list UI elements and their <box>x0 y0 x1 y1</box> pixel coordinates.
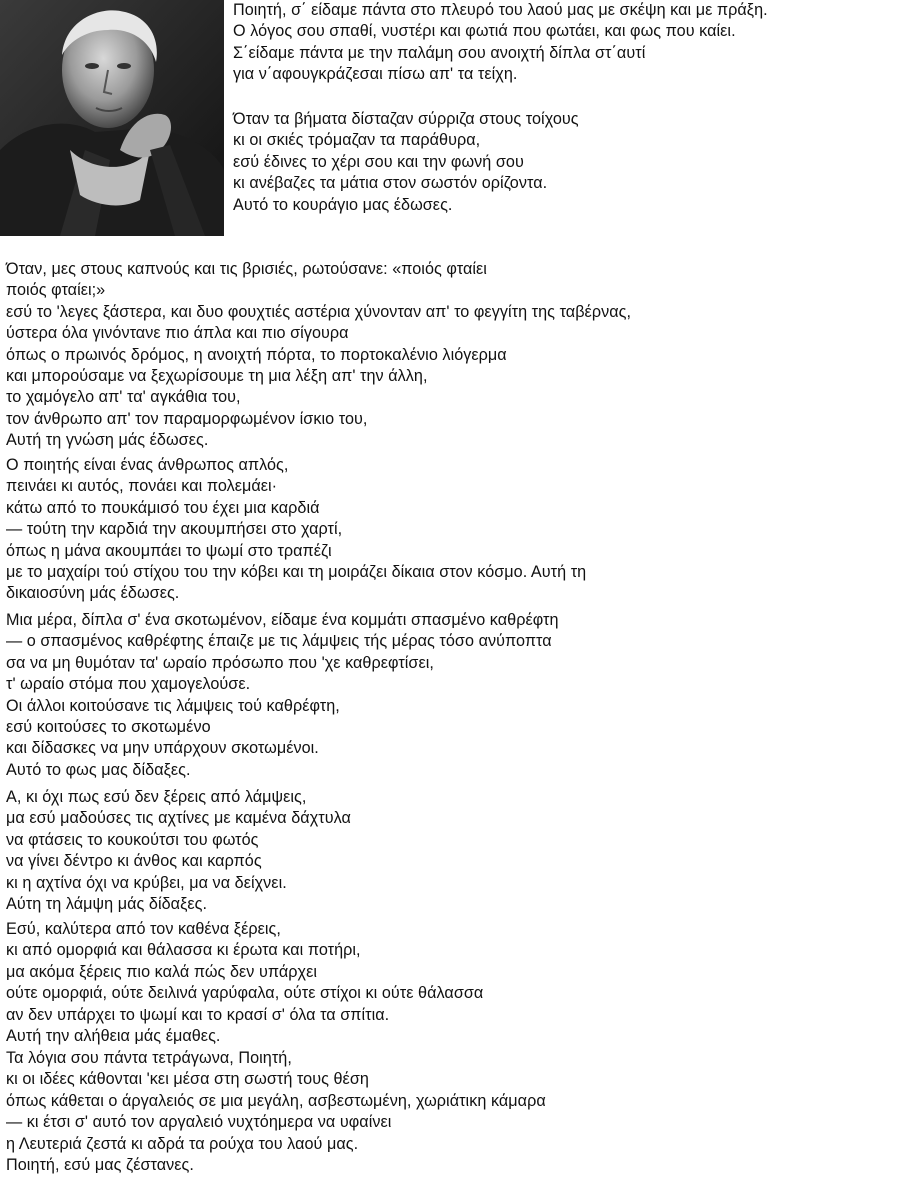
poem-line: το χαμόγελο απ' τα' αγκάθια του, <box>6 388 241 407</box>
poem-line: Ποιητή, εσύ μας ζέστανες. <box>6 1156 194 1175</box>
poem-line: κι οι ιδέες κάθονται 'κει μέσα στη σωστή τους θέση <box>6 1070 369 1089</box>
stanza-5 <box>6 610 559 781</box>
poem-line: κάτω από το πουκάμισό του έχει μια καρδιά <box>6 498 320 517</box>
poem-line: Όταν, μες στους καπνούς και τις βρισιές, ρωτούσανε: «ποιός φταίει <box>6 260 487 278</box>
poem-line: Αυτό το φως μας δίδαξες. <box>6 760 191 779</box>
poem-line: όπως η μάνα ακουμπάει το ψωμί στο τραπέζι <box>6 541 332 560</box>
poem-line: με το μαχαίρι τού στίχου του την κόβει και τη μοιράζει δίκαια στον κόσμο. Αυτή τη <box>6 563 587 582</box>
poem-line: — κι έτσι σ' αυτό τον αργαλειό νυχτόημερα να υφαίνει <box>6 1113 392 1132</box>
poem-line: Οι άλλοι κοιτούσανε τις λάμψεις τού καθρέφτη, <box>6 696 340 715</box>
poem-line: Σ΄είδαμε πάντα με την παλάμη σου ανοιχτή δίπλα στ΄αυτί <box>233 43 646 62</box>
poem-line: και μπορούσαμε να ξεχωρίσουμε τη μια λέξη απ' την άλλη, <box>6 367 428 386</box>
poem-line: — τούτη την καρδιά την ακουμπήσει στο χαρτί, <box>6 520 343 539</box>
stanza-1 <box>233 0 768 86</box>
stanza-3 <box>6 259 631 452</box>
poem-line: για ν΄αφουγκράζεσαι πίσω απ' τα τείχη. <box>233 65 518 84</box>
poem-line: η Λευτεριά ζεστά κι αδρά τα ρούχα του λαού μας. <box>6 1134 359 1153</box>
poem-line: Μια μέρα, δίπλα σ' ένα σκοτωμένον, είδαμε ένα κομμάτι σπασμένο καθρέφτη <box>6 611 559 629</box>
poem-line: και δίδασκες να μην υπάρχουν σκοτωμένοι. <box>6 739 319 758</box>
poem-line: Εσύ, καλύτερα από τον καθένα ξέρεις, <box>6 920 281 938</box>
poem-line: Τα λόγια σου πάντα τετράγωνα, Ποιητή, <box>6 1049 292 1067</box>
poem-line: να γίνει δέντρο κι άνθος και καρπός <box>6 852 262 871</box>
poem-line: Ο λόγος σου σπαθί, νυστέρι και φωτιά που φωτάει, και φως που καίει. <box>233 22 736 41</box>
stanza-6 <box>6 787 351 915</box>
poem-line: εσύ το 'λεγες ξάστερα, και δυο φουχτιές αστέρια χύνονταν απ' το φεγγίτη της ταβέρνας, <box>6 302 632 321</box>
stanza-2 <box>233 109 579 216</box>
poem-line: Α, κι όχι πως εσύ δεν ξέρεις από λάμψεις, <box>6 788 307 806</box>
poem-line: κι η αχτίνα όχι να κρύβει, μα να δείχνει. <box>6 873 287 892</box>
stanza-7 <box>6 919 483 1047</box>
poem-line: δικαιοσύνη μάς έδωσες. <box>6 584 180 603</box>
poem-line: κι από ομορφιά και θάλασσα κι έρωτα και ποτήρι, <box>6 941 361 960</box>
poem-line: ποιός φταίει;» <box>6 281 106 300</box>
poem-line: όπως ο πρωινός δρόμος, η ανοιχτή πόρτα, το πορτοκαλένιο λιόγερμα <box>6 345 507 364</box>
poem-line: Αυτό το κουράγιο μας έδωσες. <box>233 195 453 214</box>
poem-line: ύστερα όλα γινόντανε πιο άπλα και πιο σίγουρα <box>6 324 349 343</box>
poem-line: κι ανέβαζες τα μάτια στον σωστόν ορίζοντα. <box>233 174 548 193</box>
poem-line: ούτε ομορφιά, ούτε δειλινά γαρύφαλα, ούτε στίχοι κι ούτε θάλασσα <box>6 984 484 1003</box>
poem-line: πεινάει κι αυτός, πονάει και πολεμάει· <box>6 477 278 496</box>
poem-line: τ' ωραίο στόμα που χαμογελούσε. <box>6 675 251 694</box>
poem-line: Όταν τα βήματα δίσταζαν σύρριζα στους τοίχους <box>233 110 579 128</box>
poem-line: όπως κάθεται ο άργαλειός σε μια μεγάλη, ασβεστωμένη, χωριάτικη κάμαρα <box>6 1091 546 1110</box>
poem-line: Αύτη τη λάμψη μάς δίδαξες. <box>6 895 208 914</box>
poem-line: να φτάσεις το κουκούτσι του φωτός <box>6 830 259 849</box>
portrait-image <box>0 0 224 236</box>
poem-line: εσύ έδινες το χέρι σου και την φωνή σου <box>233 152 524 171</box>
poem-line: Ο ποιητής είναι ένας άνθρωπος απλός, <box>6 456 289 474</box>
stanza-8 <box>6 1048 546 1176</box>
poem-line: Αυτή την αλήθεια μάς έμαθες. <box>6 1027 221 1046</box>
stanza-4 <box>6 455 586 605</box>
poem-line: μα εσύ μαδούσες τις αχτίνες με καμένα δάχτυλα <box>6 809 351 828</box>
poem-line: σα να μη θυμόταν τα' ωραίο πρόσωπο που 'χε καθρεφτίσει, <box>6 653 434 672</box>
poem-line: μα ακόμα ξέρεις πιο καλά πώς δεν υπάρχει <box>6 962 317 981</box>
portrait-photo <box>0 0 224 236</box>
poem-line: εσύ κοιτούσες το σκοτωμένο <box>6 718 211 737</box>
poem-line: Ποιητή, σ΄ είδαμε πάντα στο πλευρό του λαού μας με σκέψη και με πράξη. <box>233 1 768 19</box>
poem-line: τον άνθρωπο απ' τον παραμορφωμένον ίσκιο του, <box>6 409 368 428</box>
poem-line: κι οι σκιές τρόμαζαν τα παράθυρα, <box>233 131 481 150</box>
poem-line: Αυτή τη γνώση μάς έδωσες. <box>6 431 209 450</box>
poem-line: — ο σπασμένος καθρέφτης έπαιζε με τις λάμψεις τής μέρας τόσο ανύποπτα <box>6 632 552 651</box>
poem-line: αν δεν υπάρχει το ψωμί και το κρασί σ' όλα τα σπίτια. <box>6 1005 390 1024</box>
